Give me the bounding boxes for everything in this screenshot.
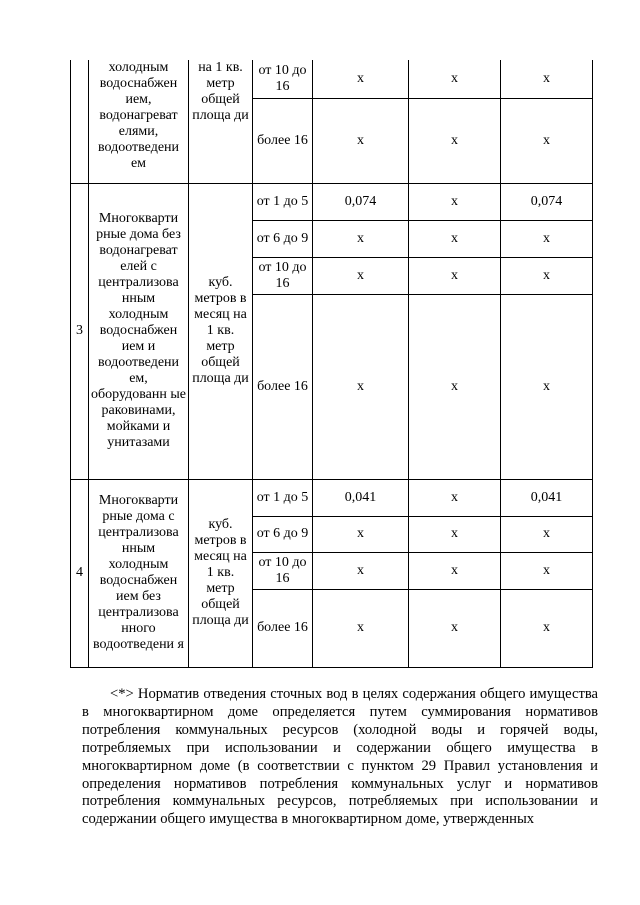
value-cell: х <box>501 294 593 479</box>
value-cell: х <box>313 294 409 479</box>
table-row <box>71 60 593 98</box>
floors-range: более 16 <box>253 589 313 667</box>
floors-range: от 10 до 16 <box>253 60 313 98</box>
value-cell: х <box>409 479 501 516</box>
value-cell: х <box>409 98 501 183</box>
floors-range: от 6 до 9 <box>253 516 313 552</box>
floors-range: от 10 до 16 <box>253 257 313 294</box>
value-cell: 0,074 <box>501 183 593 220</box>
value-cell: х <box>313 552 409 589</box>
value-cell: х <box>501 220 593 257</box>
row-description: Многокварти рные дома без водонагреват елей с централизова нным холодным водоснабжен ием и водоотведени ем, оборудованн ые раковинами, мойками и унитазами <box>89 183 189 479</box>
value-cell: х <box>313 589 409 667</box>
value-cell: х <box>409 589 501 667</box>
floors-range: от 10 до 16 <box>253 552 313 589</box>
table-row <box>71 479 593 516</box>
table-row <box>71 183 593 220</box>
value-cell: х <box>313 60 409 98</box>
value-cell: 0,041 <box>501 479 593 516</box>
value-cell: х <box>313 220 409 257</box>
value-cell: х <box>501 98 593 183</box>
value-cell: х <box>409 60 501 98</box>
row-description: Многокварти рные дома с централизова нным холодным водоснабжен ием без централизова нного водоотведени я <box>89 479 189 667</box>
value-cell: х <box>501 60 593 98</box>
row-number: 4 <box>71 479 89 667</box>
value-cell: х <box>501 552 593 589</box>
value-cell: х <box>313 257 409 294</box>
value-cell: 0,074 <box>313 183 409 220</box>
footnote-text: <*> Норматив отведения сточных вод в целях содержания общего имущества в многоквартирном доме определяется путем суммирования нормативов потребления коммунальных ресурсов (холодной воды и горячей воды, потребляемых при использовании и содержании общего имущества в многоквартирном доме (в соответствии с пунктом 29 Правил установления и определения нормативов потребления коммунальных услуг и нормативов потребления коммунальных ресурсов, потребляемых при использовании и содержании общего имущества в многоквартирном доме, утвержденных <box>82 686 598 828</box>
row-unit: куб. метров в месяц на 1 кв. метр общей площа ди <box>189 479 253 667</box>
value-cell: х <box>409 183 501 220</box>
row-number: 3 <box>71 183 89 479</box>
value-cell: х <box>409 516 501 552</box>
floors-range: более 16 <box>253 294 313 479</box>
footnote <box>82 686 598 829</box>
value-cell: х <box>501 516 593 552</box>
value-cell: 0,041 <box>313 479 409 516</box>
floors-range: от 1 до 5 <box>253 479 313 516</box>
row-unit: на 1 кв. метр общей площа ди <box>189 60 253 183</box>
row-number <box>71 60 89 183</box>
norms-table <box>70 60 593 668</box>
value-cell: х <box>313 516 409 552</box>
floors-range: от 6 до 9 <box>253 220 313 257</box>
value-cell: х <box>409 257 501 294</box>
row-unit: куб. метров в месяц на 1 кв. метр общей площа ди <box>189 183 253 479</box>
floors-range: от 1 до 5 <box>253 183 313 220</box>
value-cell: х <box>501 257 593 294</box>
floors-range: более 16 <box>253 98 313 183</box>
value-cell: х <box>409 552 501 589</box>
row-description: холодным водоснабжен ием, водонагреват елями, водоотведени ем <box>89 60 189 183</box>
value-cell: х <box>409 294 501 479</box>
value-cell: х <box>501 589 593 667</box>
value-cell: х <box>409 220 501 257</box>
value-cell: х <box>313 98 409 183</box>
